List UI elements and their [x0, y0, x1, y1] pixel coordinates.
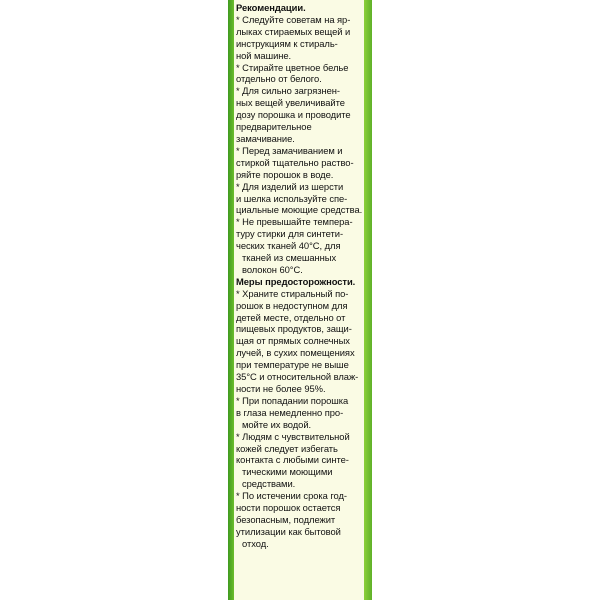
- precaution-line: щая от прямых солнечных: [236, 335, 350, 347]
- precaution-line: ности не более 95%.: [236, 383, 326, 394]
- recommendation-line: стиркой тщательно раство-: [236, 156, 354, 168]
- precaution-line: в глаза немедленно про-: [236, 406, 344, 418]
- recommendation-line: замачивание.: [236, 132, 295, 144]
- recommendation-line: * Не превышайте темпера-: [236, 216, 353, 228]
- precautions-list: [236, 288, 362, 550]
- recommendation-line: * Перед замачиванием и: [236, 144, 343, 156]
- precaution-line: * Храните стиральный по-: [236, 287, 349, 299]
- precaution-line: средствами.: [242, 478, 296, 490]
- precaution-line: * По истечении срока год-: [236, 490, 347, 502]
- precaution-line: детей месте, отдельно от: [236, 311, 346, 323]
- precautions-heading: Меры предосторожности.: [236, 275, 356, 287]
- recommendation-line: ной машине.: [236, 49, 292, 61]
- recommendation-line: лыках стираемых вещей и: [236, 25, 351, 37]
- recommendation-line: и шелка используйте спе-: [236, 192, 348, 204]
- recommendations-list: [236, 14, 362, 276]
- recommendation-line: предварительное: [236, 121, 312, 133]
- precaution-line: кожей следует избегать: [236, 442, 338, 454]
- precaution-line: 35°С и относительной влаж-: [236, 371, 359, 383]
- precaution-line: лучей, в сухих помещениях: [236, 347, 355, 359]
- instructions-panel: [234, 0, 364, 600]
- recommendation-line: * Для сильно загрязнен-: [236, 85, 340, 97]
- precaution-line: рошок в недоступном для: [236, 299, 348, 311]
- recommendation-line: * Стирайте цветное белье: [236, 61, 349, 73]
- precaution-line: * Людям с чувствительной: [236, 430, 350, 442]
- precaution-line: отход.: [242, 537, 269, 549]
- precaution-line: мойте их водой.: [242, 418, 312, 430]
- recommendations-heading: Рекомендации.: [236, 2, 306, 13]
- recommendation-line: туру стирки для синтети-: [236, 228, 344, 240]
- recommendation-line: ряйте порошок в воде.: [236, 168, 334, 180]
- green-border-right: [364, 0, 372, 600]
- precaution-line: утилизации как бытовой: [236, 525, 341, 537]
- precaution-line: контакта с любыми синте-: [236, 454, 349, 466]
- recommendation-line: ческих тканей 40°С, для: [236, 240, 341, 252]
- recommendation-line: * Следуйте советам на яр-: [236, 13, 351, 25]
- recommendation-line: дозу порошка и проводите: [236, 109, 351, 121]
- recommendation-line: волокон 60°С.: [242, 263, 303, 275]
- recommendation-line: инструкциям к стираль-: [236, 37, 338, 49]
- precaution-line: * При попадании порошка: [236, 394, 349, 406]
- recommendation-line: отдельно от белого.: [236, 73, 322, 85]
- recommendation-line: ных вещей увеличивайте: [236, 97, 345, 109]
- precaution-line: ности порошок остается: [236, 502, 341, 514]
- recommendation-line: циальные моющие средства.: [236, 204, 363, 216]
- precaution-line: при температуре не выше: [236, 359, 349, 371]
- precaution-line: безопасным, подлежит: [236, 513, 336, 525]
- recommendation-line: тканей из смешанных: [242, 252, 337, 264]
- instructions-text: [236, 2, 362, 550]
- recommendation-line: * Для изделий из шерсти: [236, 180, 344, 192]
- precaution-line: пищевых продуктов, защи-: [236, 323, 352, 335]
- precaution-line: тическими моющими: [242, 466, 333, 478]
